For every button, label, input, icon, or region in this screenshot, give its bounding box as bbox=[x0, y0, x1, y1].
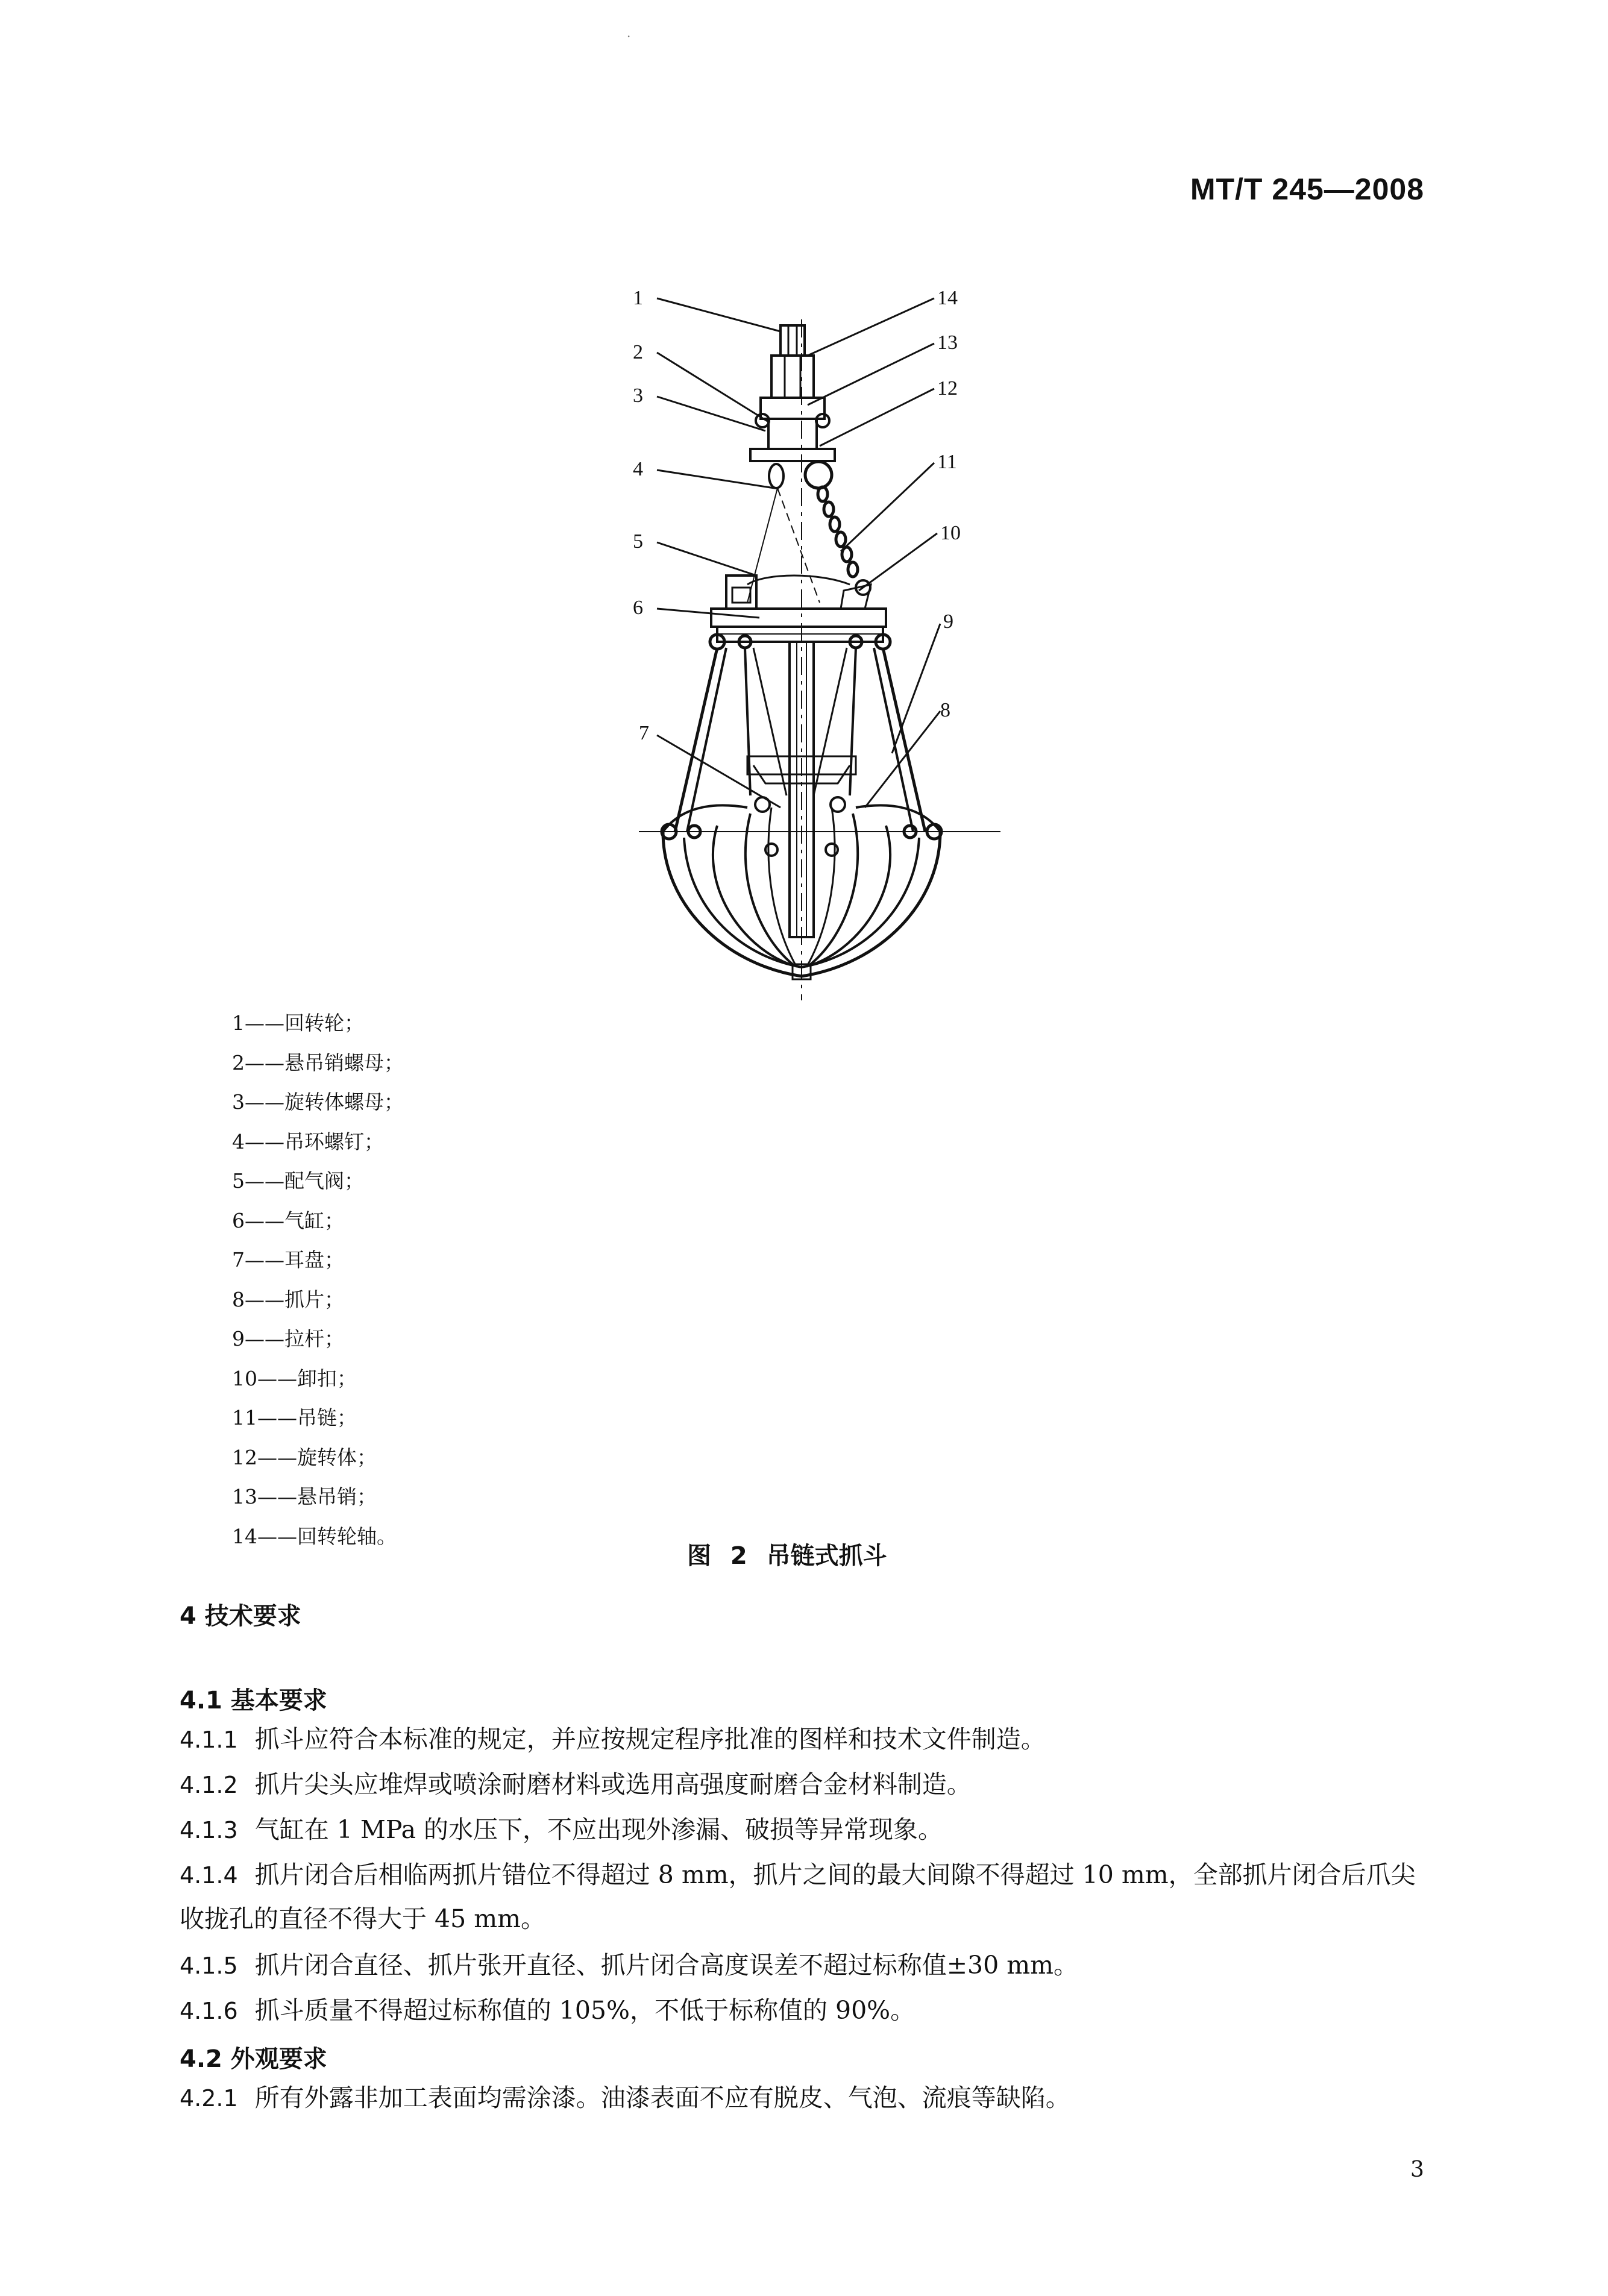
clause-number: 4.1.4 bbox=[180, 1862, 238, 1889]
clause-4-1-3 bbox=[180, 1808, 1433, 1852]
leader-10 bbox=[859, 533, 937, 591]
clause-number: 4.1.1 bbox=[180, 1727, 238, 1753]
clause-4-1-1 bbox=[180, 1717, 1433, 1761]
legend-item: 3——旋转体螺母； bbox=[232, 1090, 404, 1114]
clause-text: 抓斗质量不得超过标称值的 105%，不低于标称值的 90%。 bbox=[254, 1996, 915, 2025]
clause-4-1-5 bbox=[180, 1943, 1433, 1987]
clause-number: 4.1.5 bbox=[180, 1953, 238, 1979]
leader-6 bbox=[657, 609, 759, 618]
legend-item: 12——旋转体； bbox=[232, 1445, 377, 1469]
callout-3: 3 bbox=[633, 384, 643, 407]
leader-1 bbox=[657, 298, 780, 331]
subsection-heading: 4.2 外观要求 bbox=[180, 2045, 327, 2073]
clause-4-2-1 bbox=[180, 2076, 1433, 2120]
leader-2 bbox=[657, 353, 768, 422]
clause-number: 4.2.1 bbox=[180, 2085, 238, 2112]
legend-item: 7——耳盘； bbox=[232, 1248, 344, 1272]
callout-12: 12 bbox=[937, 377, 958, 400]
leader-13 bbox=[808, 343, 934, 405]
clause-text: 所有外露非加工表面均需涂漆。油漆表面不应有脱皮、气泡、流痕等缺陷。 bbox=[254, 2083, 1070, 2112]
legend-item: 5——配气阀； bbox=[232, 1169, 364, 1193]
legend-item: 4——吊环螺钉； bbox=[232, 1129, 384, 1153]
callout-14: 14 bbox=[937, 287, 958, 309]
legend-item: 9——拉杆； bbox=[232, 1327, 344, 1350]
figure-caption: 图 2 吊链式抓斗 bbox=[687, 1542, 887, 1570]
clause-text: 抓片闭合后相临两抓片错位不得超过 8 mm，抓片之间的最大间隙不得超过 10 mm，全部抓片闭合后爪尖收拢孔的直径不得大于 45 mm。 bbox=[180, 1860, 1416, 1933]
clause-text: 抓斗应符合本标准的规定，并应按规定程序批准的图样和技术文件制造。 bbox=[254, 1725, 1046, 1754]
legend-item: 1——回转轮； bbox=[232, 1011, 364, 1035]
legend-item: 10——卸扣； bbox=[232, 1366, 357, 1390]
leader-12 bbox=[820, 389, 934, 446]
grab-bucket-drawing bbox=[627, 265, 1013, 1006]
callout-7: 7 bbox=[639, 722, 649, 744]
callout-5: 5 bbox=[633, 530, 643, 553]
callout-4: 4 bbox=[633, 458, 643, 480]
callout-11: 11 bbox=[937, 451, 957, 473]
subsection-heading: 4.1 基本要求 bbox=[180, 1687, 327, 1714]
legend-item: 6——气缸； bbox=[232, 1208, 344, 1232]
section-heading: 4 技术要求 bbox=[180, 1602, 301, 1630]
legend-item: 2——悬吊销螺母； bbox=[232, 1050, 404, 1074]
callout-8: 8 bbox=[940, 699, 950, 721]
callout-2: 2 bbox=[633, 341, 643, 363]
leader-3 bbox=[657, 397, 765, 431]
legend-item: 11——吊链； bbox=[232, 1406, 357, 1429]
leader-14 bbox=[808, 298, 934, 356]
page-number: 3 bbox=[1410, 2157, 1424, 2182]
callout-13: 13 bbox=[937, 331, 958, 354]
callout-1: 1 bbox=[633, 287, 643, 309]
scan-dot: · bbox=[627, 29, 631, 43]
callout-6: 6 bbox=[633, 597, 643, 619]
clause-number: 4.1.3 bbox=[180, 1817, 238, 1843]
clause-text: 抓片尖头应堆焊或喷涂耐磨材料或选用高强度耐磨合金材料制造。 bbox=[254, 1770, 972, 1799]
figure-legend bbox=[232, 1003, 714, 1556]
figure-grab-bucket bbox=[627, 265, 1013, 1006]
legend-item: 14——回转轮轴。 bbox=[232, 1524, 397, 1548]
clause-number: 4.1.2 bbox=[180, 1772, 238, 1798]
leader-4 bbox=[657, 470, 774, 488]
leader-9 bbox=[892, 624, 940, 753]
standard-code: MT/T 245—2008 bbox=[1190, 172, 1424, 206]
clause-text: 气缸在 1 MPa 的水压下，不应出现外渗漏、破损等异常现象。 bbox=[254, 1815, 943, 1844]
callout-9: 9 bbox=[943, 610, 953, 633]
clause-number: 4.1.6 bbox=[180, 1998, 238, 2024]
leader-11 bbox=[841, 463, 934, 551]
clause-4-1-4 bbox=[180, 1853, 1433, 1940]
legend-item: 13——悬吊销； bbox=[232, 1485, 377, 1508]
leader-5 bbox=[657, 542, 756, 576]
callout-10: 10 bbox=[940, 522, 961, 544]
clause-4-1-2 bbox=[180, 1763, 1433, 1807]
legend-item: 8——抓片； bbox=[232, 1287, 344, 1311]
clause-4-1-6 bbox=[180, 1989, 1433, 2033]
clause-text: 抓片闭合直径、抓片张开直径、抓片闭合高度误差不超过标称值±30 mm。 bbox=[254, 1951, 1079, 1980]
